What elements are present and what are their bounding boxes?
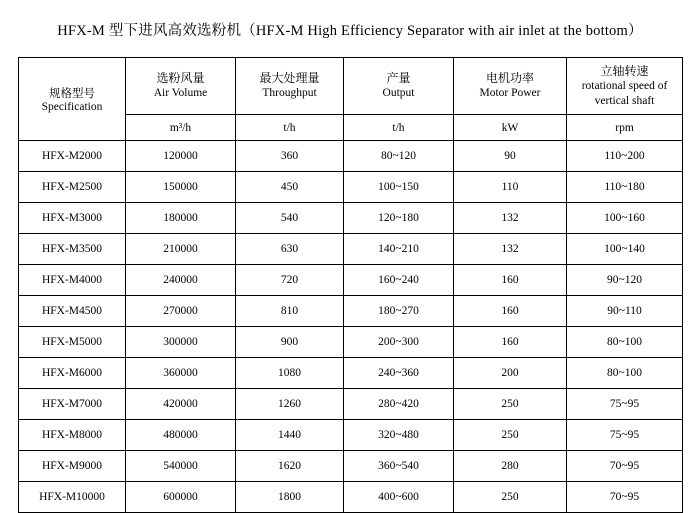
cell-motor-power: 160	[454, 296, 567, 327]
cell-motor-power: 250	[454, 482, 567, 513]
cell-air-volume: 210000	[126, 234, 236, 265]
cell-specification: HFX-M3000	[19, 203, 126, 234]
unit-output: t/h	[344, 115, 454, 141]
table-row	[19, 482, 683, 513]
cell-shaft-speed: 80~100	[567, 358, 683, 389]
cell-shaft-speed: 80~100	[567, 327, 683, 358]
cell-shaft-speed: 75~95	[567, 420, 683, 451]
cell-specification: HFX-M2500	[19, 172, 126, 203]
header-output: 产量 Output	[344, 58, 454, 115]
table-header-row-main	[19, 58, 683, 115]
cell-throughput: 540	[236, 203, 344, 234]
cell-shaft-speed: 100~160	[567, 203, 683, 234]
cell-air-volume: 270000	[126, 296, 236, 327]
cell-specification: HFX-M4500	[19, 296, 126, 327]
cell-motor-power: 132	[454, 234, 567, 265]
cell-shaft-speed: 90~120	[567, 265, 683, 296]
header-specification: 规格型号 Specification	[19, 58, 126, 141]
table-row	[19, 296, 683, 327]
cell-output: 360~540	[344, 451, 454, 482]
header-shaft-speed: 立轴转速 rotational speed of vertical shaft	[567, 58, 683, 115]
header-air-volume: 选粉风量 Air Volume	[126, 58, 236, 115]
table-row	[19, 389, 683, 420]
cell-specification: HFX-M5000	[19, 327, 126, 358]
table-row	[19, 265, 683, 296]
cell-motor-power: 132	[454, 203, 567, 234]
cell-specification: HFX-M8000	[19, 420, 126, 451]
cell-air-volume: 420000	[126, 389, 236, 420]
cell-output: 140~210	[344, 234, 454, 265]
cell-specification: HFX-M4000	[19, 265, 126, 296]
cell-specification: HFX-M3500	[19, 234, 126, 265]
table-row	[19, 327, 683, 358]
unit-air-volume: m³/h	[126, 115, 236, 141]
cell-output: 180~270	[344, 296, 454, 327]
cell-throughput: 720	[236, 265, 344, 296]
table-row	[19, 234, 683, 265]
unit-motor-power: kW	[454, 115, 567, 141]
cell-output: 160~240	[344, 265, 454, 296]
page-title: HFX-M 型下进风高效选粉机（HFX-M High Efficiency Separator with air inlet at the bottom）	[57, 23, 643, 39]
table-row	[19, 203, 683, 234]
cell-air-volume: 180000	[126, 203, 236, 234]
cell-air-volume: 480000	[126, 420, 236, 451]
cell-motor-power: 200	[454, 358, 567, 389]
cell-throughput: 900	[236, 327, 344, 358]
cell-throughput: 450	[236, 172, 344, 203]
cell-output: 240~360	[344, 358, 454, 389]
cell-throughput: 1800	[236, 482, 344, 513]
cell-shaft-speed: 75~95	[567, 389, 683, 420]
cell-shaft-speed: 70~95	[567, 482, 683, 513]
cell-air-volume: 600000	[126, 482, 236, 513]
cell-air-volume: 360000	[126, 358, 236, 389]
cell-throughput: 1620	[236, 451, 344, 482]
table-header	[19, 58, 683, 141]
cell-air-volume: 540000	[126, 451, 236, 482]
cell-shaft-speed: 110~200	[567, 141, 683, 172]
table-row	[19, 358, 683, 389]
cell-output: 100~150	[344, 172, 454, 203]
unit-shaft-speed: rpm	[567, 115, 683, 141]
cell-output: 400~600	[344, 482, 454, 513]
cell-shaft-speed: 90~110	[567, 296, 683, 327]
cell-motor-power: 160	[454, 265, 567, 296]
cell-output: 200~300	[344, 327, 454, 358]
cell-output: 120~180	[344, 203, 454, 234]
cell-output: 80~120	[344, 141, 454, 172]
cell-motor-power: 160	[454, 327, 567, 358]
table-row	[19, 141, 683, 172]
spec-table-wrapper	[18, 57, 682, 513]
cell-air-volume: 120000	[126, 141, 236, 172]
header-throughput: 最大处理量 Throughput	[236, 58, 344, 115]
cell-output: 320~480	[344, 420, 454, 451]
cell-air-volume: 150000	[126, 172, 236, 203]
cell-specification: HFX-M10000	[19, 482, 126, 513]
cell-motor-power: 90	[454, 141, 567, 172]
cell-specification: HFX-M7000	[19, 389, 126, 420]
cell-shaft-speed: 70~95	[567, 451, 683, 482]
cell-specification: HFX-M9000	[19, 451, 126, 482]
cell-throughput: 810	[236, 296, 344, 327]
cell-air-volume: 300000	[126, 327, 236, 358]
cell-output: 280~420	[344, 389, 454, 420]
cell-shaft-speed: 100~140	[567, 234, 683, 265]
table-row	[19, 172, 683, 203]
cell-throughput: 630	[236, 234, 344, 265]
cell-specification: HFX-M2000	[19, 141, 126, 172]
cell-throughput: 1260	[236, 389, 344, 420]
table-row	[19, 420, 683, 451]
cell-motor-power: 280	[454, 451, 567, 482]
cell-shaft-speed: 110~180	[567, 172, 683, 203]
cell-motor-power: 250	[454, 420, 567, 451]
cell-throughput: 1440	[236, 420, 344, 451]
table-row	[19, 451, 683, 482]
cell-air-volume: 240000	[126, 265, 236, 296]
table-body	[19, 141, 683, 513]
cell-motor-power: 250	[454, 389, 567, 420]
cell-specification: HFX-M6000	[19, 358, 126, 389]
cell-throughput: 1080	[236, 358, 344, 389]
specification-table	[18, 57, 683, 513]
header-motor-power: 电机功率 Motor Power	[454, 58, 567, 115]
cell-motor-power: 110	[454, 172, 567, 203]
cell-throughput: 360	[236, 141, 344, 172]
unit-throughput: t/h	[236, 115, 344, 141]
